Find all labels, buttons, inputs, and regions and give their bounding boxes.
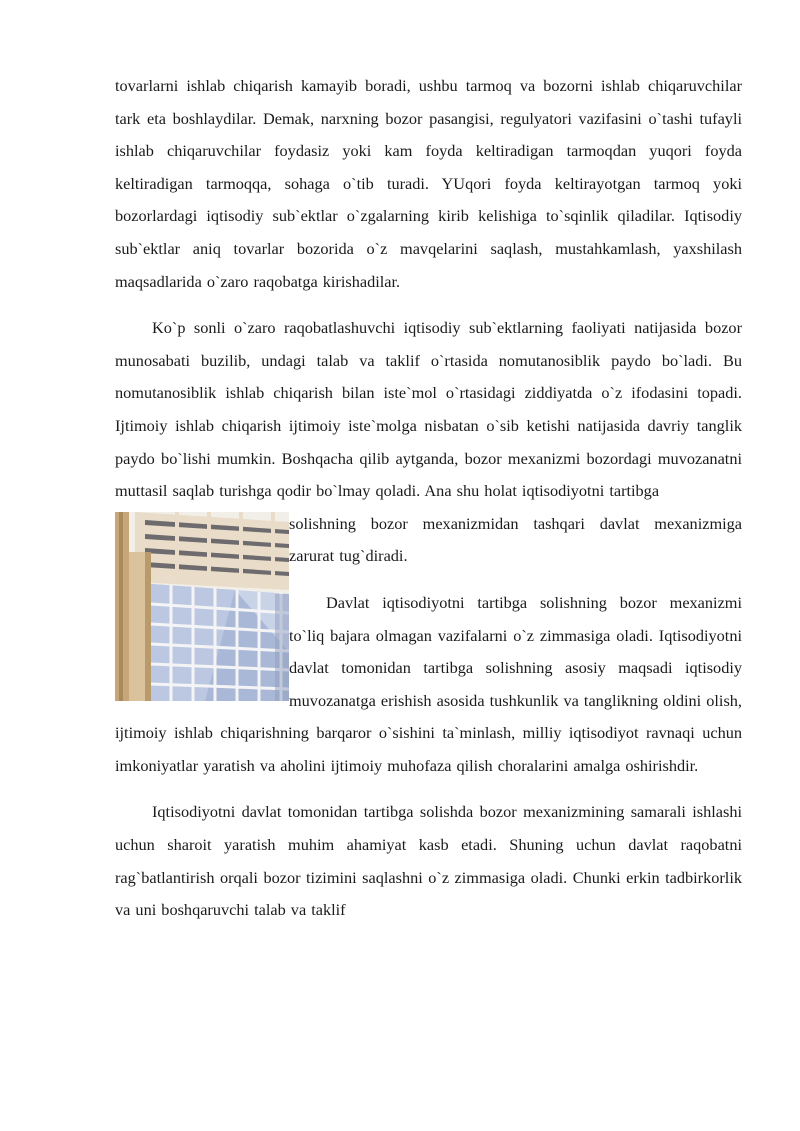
paragraph-1: tovarlarni ishlab chiqarish kamayib boradi, ushbu tarmoq va bozorni ishlab chiqaruvchilar tark eta boshlaydilar. Demak, narxning bozor pasangisi, regulyatori vazifasini o`tashi tufayli ishlab chiqaruvchilar foydasiz yoki kam foyda keltiradigan tarmoqdan yuqori foyda keltiradigan tarmoqqa, sohaga o`tib turadi. YUqori foyda keltirayotgan tarmoq yoki bozorlardagi iqtisodiy sub`ektlar o`zgalarning kirib kelishiga to`sqinlik qiladilar. Iqtisodiy sub`ektlar aniq tovarlar bozorida o`z mavqelarini saqlash, mustahkamlash, yaxshilash maqsadlarida o`zaro raqobatga kirishadilar. <box>115 76 742 291</box>
paragraph-4: Iqtisodiyotni davlat tomonidan tartibga solishda bozor mexanizmining samarali ishlashi uchun sharoit yaratish muhim ahamiyat kasb etadi. Shuning uchun davlat raqobatni rag`batlantirish orqali bozor tizimini saqlashni o`z zimmasiga oladi. Chunki erkin tadbirkorlik va uni boshqaruvchi talab va taklif <box>115 802 742 920</box>
paragraph-2-continued: solishning bozor mexanizmidan tashqari davlat mexanizmiga zarurat tug`diradi. <box>289 513 742 566</box>
paragraph-2: Ko`p sonli o`zaro raqobatlashuvchi iqtisodiy sub`ektlarning faoliyati natijasida bozor munosabati buzilib, undagi talab va taklif o`rtasida nomutanosiblik paydo bo`ladi. Bu nomutanosiblik ishlab chiqarish bilan iste`mol o`rtasidagi ziddiyatda o`z ifodasini topadi. Ijtimoiy ishlab chiqarish ijtimoiy iste`molga nisbatan o`sib ketishi natijasida davriy tanglik paydo bo`lishi mumkin. Boshqacha qilib aytganda, bozor mexanizmi bozordagi muvozanatni muttasil saqlab turishga qodir bo`lmay qoladi. Ana shu holat iqtisodiyotni tartibga <box>115 318 742 501</box>
office-building-photo <box>115 512 289 701</box>
paragraph-3: Davlat iqtisodiyotni tartibga solishning bozor mexanizmi to`liq bajara olmagan vazifalarni o`z zimmasiga oladi. Iqtisodiyotni davlat tomonidan tartibga solishning asosiy maqsadi iqtisodiy muvozanatga erishish asosida tushkunlik va tanglikning oldini olish, ijtimoiy ishlab chiqarishning barqaror o`sishini ta`minlash, milliy iqtisodiyot ravnaqi uchun imkoniyatlar yaratish va aholini ijtimoiy muhofaza qilish choralarini amalga oshirishdir. <box>115 592 742 775</box>
